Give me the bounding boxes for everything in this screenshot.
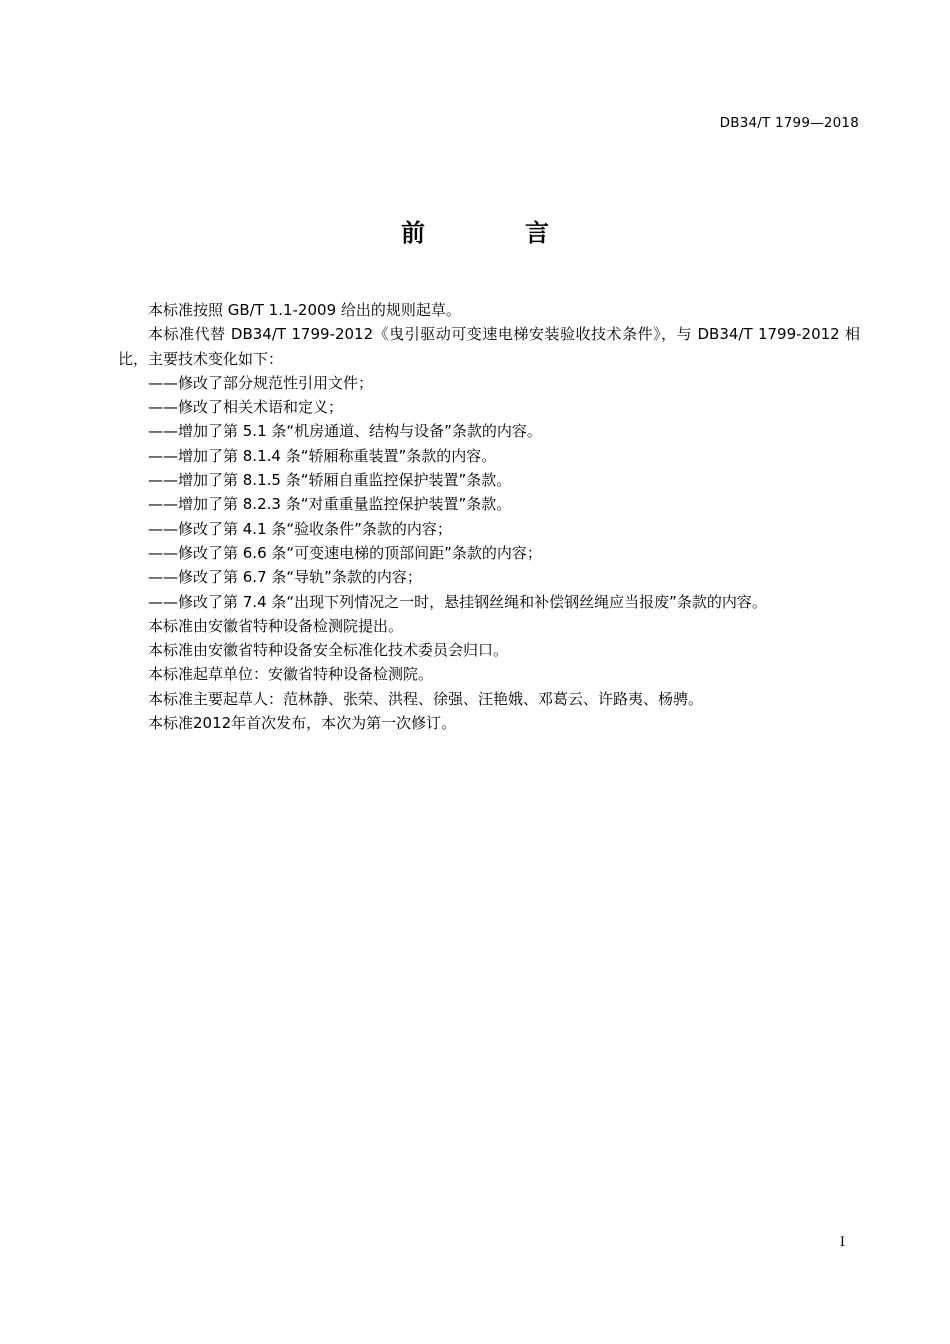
paragraph: 本标准起草单位：安徽省特种设备检测院。 bbox=[148, 665, 434, 684]
change-item: ——修改了第 6.6 条“可变速电梯的顶部间距”条款的内容； bbox=[148, 543, 542, 562]
change-item: ——修改了第 6.7 条“导轨”条款的内容； bbox=[148, 568, 422, 587]
page-title: 前 言 bbox=[401, 219, 587, 247]
paragraph: 本标准代替 DB34/T 1799-2012《曳引驱动可变速电梯安装验收技术条件》，与 DB34/T 1799-2012 相比，主要技术变化如下： bbox=[118, 325, 860, 368]
change-item: ——修改了第 4.1 条“验收条件”条款的内容； bbox=[148, 519, 452, 538]
change-item: ——修改了第 7.4 条“出现下列情况之一时，悬挂钢丝绳和补偿钢丝绳应当报废”条款的内容。 bbox=[148, 592, 767, 611]
change-item: ——增加了第 8.1.5 条“轿厢自重监控保护装置”条款。 bbox=[148, 471, 512, 490]
paragraph: 本标准2012年首次发布，本次为第一次修订。 bbox=[148, 714, 457, 733]
paragraph: 本标准主要起草人：范林静、张荣、洪程、徐强、汪艳娥、邓葛云、许路夷、杨骋。 bbox=[148, 689, 704, 708]
standard-code: DB34/T 1799—2018 bbox=[719, 115, 859, 131]
paragraph: 本标准由安徽省特种设备检测院提出。 bbox=[148, 616, 404, 635]
change-item: ——增加了第 8.2.3 条“对重重量监控保护装置”条款。 bbox=[148, 495, 512, 514]
document-body bbox=[118, 298, 860, 735]
change-item: ——修改了相关术语和定义； bbox=[148, 398, 344, 417]
page-number: I bbox=[839, 1235, 845, 1250]
paragraph: 本标准按照 GB/T 1.1-2009 给出的规则起草。 bbox=[148, 301, 461, 319]
change-item: ——修改了部分规范性引用文件； bbox=[148, 373, 374, 392]
paragraph: 本标准由安徽省特种设备安全标准化技术委员会归口。 bbox=[148, 641, 509, 660]
change-item: ——增加了第 5.1 条“机房通道、结构与设备”条款的内容。 bbox=[148, 422, 542, 441]
change-item: ——增加了第 8.1.4 条“轿厢称重装置”条款的内容。 bbox=[148, 446, 497, 465]
